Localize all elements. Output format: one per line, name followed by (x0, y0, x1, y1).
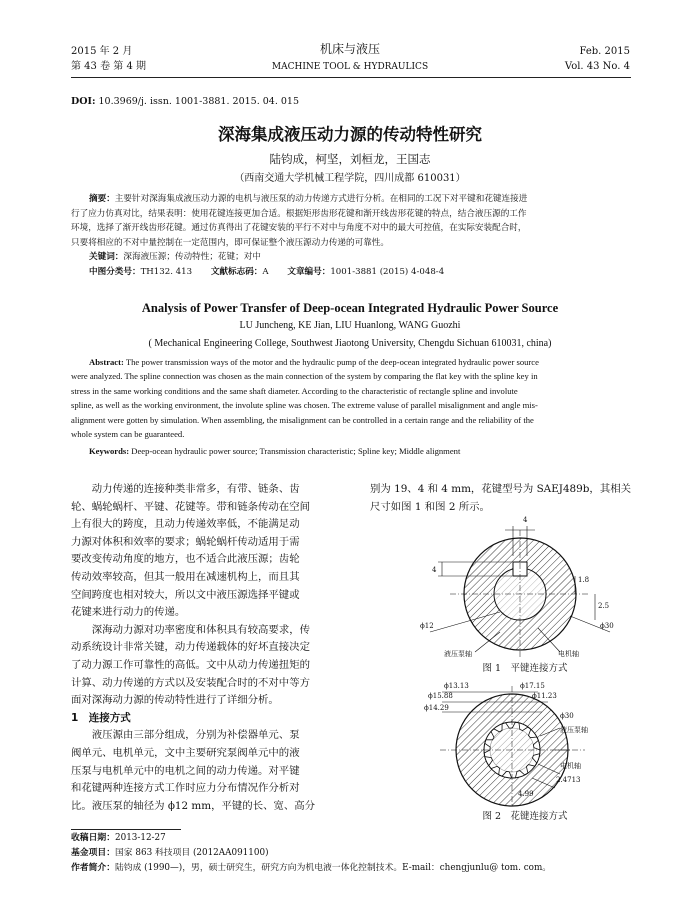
body-line: 比。液压泵的轴径为 ϕ12 mm，平键的长、宽、高分 (71, 799, 316, 812)
doc-code-value: A (262, 266, 269, 277)
received-value: 2013-12-27 (115, 833, 166, 843)
header-vol-en: Vol. 43 No. 4 (564, 61, 630, 72)
abstract-en-line: alignment were gotten by simulation. When assembling, the misalignment can be controlled in a certain range and the reliability of the (71, 414, 534, 425)
fig1-dim-right2: 2.5 (598, 602, 610, 610)
right-column (370, 481, 632, 516)
figure-1-drawing (420, 512, 630, 672)
abstract-en-line: spline, as well as the working environment, the involute spline was chosen. The extreme valuse of parallel misalignment and angle mis- (71, 400, 538, 411)
clc-label: 中图分类号： (89, 266, 141, 277)
doi-value: 10.3969/j. issn. 1001-3881. 2015. 04. 015 (98, 96, 299, 107)
fund-value: 国家 863 科技项目 (2012AA091100) (115, 848, 269, 858)
header-rule (71, 77, 631, 78)
received-label: 收稿日期： (71, 833, 115, 843)
abstract-cn-line: 行了应力仿真对比，结果表明：使用花键连接更加合适。根据矩形齿形花键和渐开线齿形花键的特点，结合液压源的工作 (71, 208, 527, 219)
section-heading: 1 连接方式 (71, 711, 131, 724)
figure-2 (420, 678, 630, 808)
body-line: 传动效率较高，但其一般用在减速机构上，而且其 (71, 570, 300, 583)
body-line: 面对深海动力源的传动特性进行了详细分析。 (71, 694, 279, 707)
abstract-cn-line: 主要针对深海集成液压动力源的电机与液压泵的动力传递方式进行分析。在相同的工况下对平键和花键连接进 (114, 194, 528, 204)
affiliation-en: ( Mechanical Engineering College, Southwest Jiaotong University, Chengdu Sichuan 610031, china) (148, 338, 552, 349)
keywords-cn: 深海液压源；传动特性；花键；对中 (123, 252, 261, 262)
fig2-d4: ϕ11.23 (532, 692, 557, 700)
abstract-cn (71, 192, 631, 279)
fig2-dim2: 4.99 (518, 790, 534, 798)
header-month-en: Feb. 2015 (579, 46, 630, 57)
abstract-en-line: were analyzed. The spline connection was chosen as the main connection of the system by comparing the flat key with the spline key in (71, 371, 538, 382)
affiliation-cn: （西南交通大学机械工程学院，四川成都 610031） (234, 173, 466, 184)
keywords-cn-label: 关键词： (89, 252, 124, 262)
body-line: 动系统设计非常关键，动力传递载体的好坏直接决定 (71, 641, 310, 654)
keywords-en-label: Keywords: (89, 446, 130, 457)
body-line: 压泵与电机单元中的电机之间的动力传递。对平键 (71, 764, 300, 777)
body-line: 力源对体积和效率的要求；蜗轮蜗杆传动适用于需 (71, 535, 300, 548)
fig1-label-pump: 液压泵轴 (444, 650, 472, 658)
doi-label: DOI: (71, 96, 96, 107)
keywords-en: Deep-ocean hydraulic power source; Transmission characteristic; Spline key; Middle alignment (131, 446, 461, 457)
figure-1 (420, 512, 630, 672)
fig1-dia-large: ϕ30 (600, 622, 614, 630)
title-cn: 深海集成液压动力源的传动特性研究 (218, 125, 482, 144)
header-volume: 第 43 卷 第 4 期 (71, 61, 146, 72)
fig2-d6: ϕ30 (560, 712, 574, 720)
doi (71, 96, 299, 107)
authors-cn: 陆钧成，柯坚，刘桓龙，王国志 (269, 152, 431, 166)
fig1-dim-left: 4 (432, 566, 437, 574)
footer-rule (71, 829, 181, 830)
abstract-en-line: The power transmission ways of the motor and the hydraulic pump of the deep-ocean integrated hydraulic power source (125, 357, 539, 367)
fig1-label-motor: 电机轴 (558, 650, 579, 658)
journal-title-en: MACHINE TOOL & HYDRAULICS (271, 62, 429, 72)
authors-en: LU Juncheng, KE Jian, LIU Huanlong, WANG Guozhi (239, 320, 461, 331)
footer (71, 831, 633, 876)
author-label: 作者简介： (71, 863, 115, 873)
fund-label: 基金项目： (71, 848, 115, 858)
left-column (71, 481, 346, 815)
article-no-label: 文章编号： (287, 266, 331, 277)
doc-code-label: 文献标志码： (210, 266, 263, 277)
body-line: 上有很大的跨度，且动力传递效率低，不能满足动 (71, 518, 300, 531)
body-line: 了动力源工作可靠性的高低。文中从动力传递扭矩的 (71, 658, 310, 671)
body-line: 花键来进行动力的传递。 (71, 606, 186, 619)
title-en: Analysis of Power Transfer of Deep-ocean Integrated Hydraulic Power Source (141, 301, 559, 315)
fig2-label-pump: 液压泵轴 (560, 726, 588, 734)
body-line: 空间跨度也相对较大，所以文中液压源选择平键或 (71, 588, 300, 601)
abstract-cn-line: 只要将相应的不对中量控制在一定范围内，即可保证整个液压源动力传递的可靠性。 (71, 237, 389, 248)
abstract-cn-line: 环境，选择了渐开线齿形花键。通过仿真得出了花键安装的平行不对中与角度不对中的最大可控值，在实际安装配合时， (71, 223, 527, 233)
fig2-d3: ϕ15.88 (428, 692, 453, 700)
body-line: 动力传递的连接种类非常多，有带、链条、齿 (91, 483, 300, 495)
fig2-d5: ϕ14.29 (424, 704, 449, 712)
abstract-en-line: whole system can be guaranteed. (71, 429, 185, 440)
abstract-cn-label: 摘要： (89, 194, 115, 204)
body-line: 尺寸如图 1 和图 2 所示。 (370, 500, 490, 513)
body-line: 计算、动力传递的方式以及安装配合时的不对中等方 (71, 676, 310, 689)
body-line: 液压源由三部分组成，分别为补偿器单元、泵 (91, 729, 300, 742)
author-value: 陆钧成 (1990—)，男，硕士研究生，研究方向为机电液一体化控制技术。E-mail：chengjunlu@ tom. com。 (115, 863, 552, 873)
header-date: 2015 年 2 月 (71, 46, 133, 57)
article-no-value: 1001-3881 (2015) 4-048-4 (330, 266, 445, 277)
journal-title-cn: 机床与液压 (319, 42, 380, 56)
body-line: 阀单元、电机单元，文中主要研究泵阀单元中的液 (71, 746, 300, 759)
fig1-dim-right: 1.8 (578, 576, 590, 584)
fig1-dia-small: ϕ12 (420, 622, 434, 630)
abstract-en-label: Abstract: (89, 357, 124, 367)
abstract-en-line: stress in the same working conditions and the same shaft diameter. According to the characteristic of rectangle spline and involute (71, 385, 518, 396)
abstract-en (71, 355, 631, 459)
fig2-label-motor: 电机轴 (560, 762, 581, 770)
body-line: 要改变传动角度的地方，也不适合此液压源；齿轮 (71, 553, 300, 566)
figure-2-caption: 图 2 花键连接方式 (482, 811, 568, 822)
fig2-dim1: 2.4713 (556, 776, 581, 784)
clc-value: TH132. 413 (140, 266, 193, 277)
body-line: 和花键两种连接方式工作时应力分布情况作分析对 (71, 782, 300, 795)
fig2-d2: ϕ17.15 (520, 682, 545, 690)
body-line: 深海动力源对功率密度和体积具有较高要求，传 (91, 623, 310, 636)
body-line: 轮、蜗轮蜗杆、平键、花键等。带和链条传动在空间 (71, 500, 310, 513)
figure-1-caption: 图 1 平键连接方式 (482, 663, 568, 674)
fig2-d1: ϕ13.13 (444, 682, 469, 690)
body-line: 别为 19、4 和 4 mm，花键型号为 SAEJ489b，其相关 (370, 483, 631, 495)
fig1-dim-top: 4 (523, 516, 528, 524)
